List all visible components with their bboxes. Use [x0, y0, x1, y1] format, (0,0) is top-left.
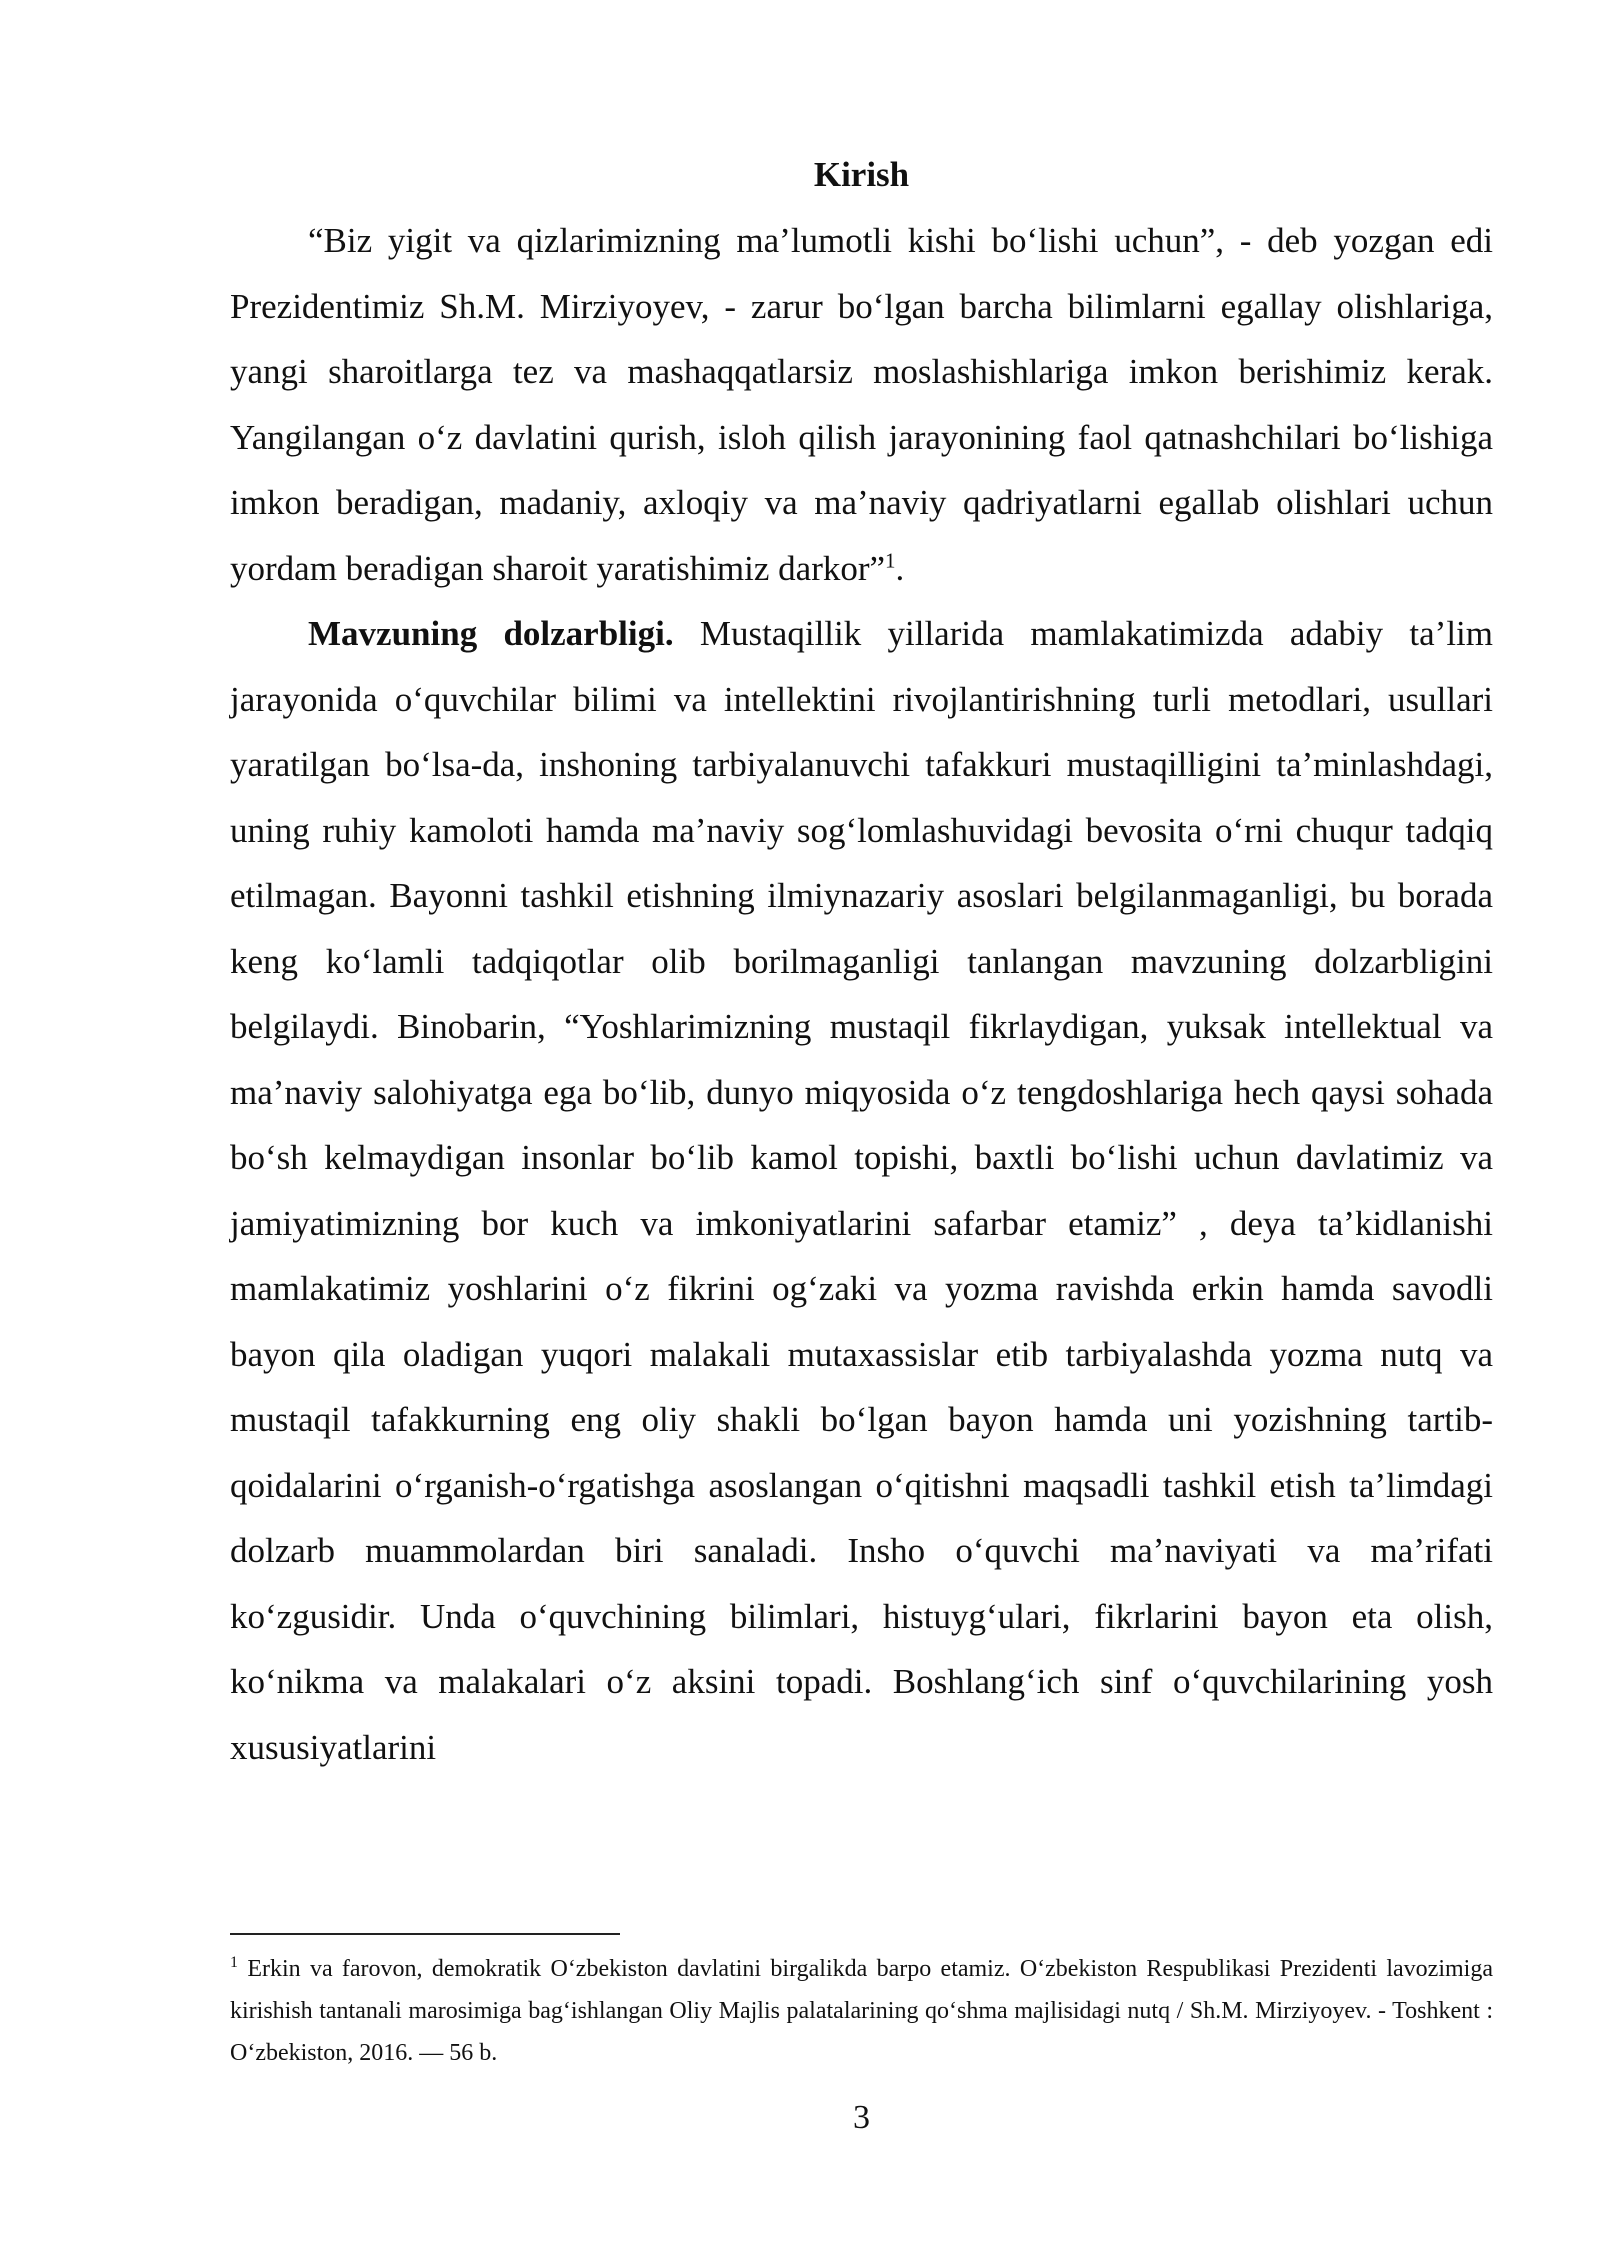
footnote-separator — [230, 1933, 620, 1935]
document-body — [230, 150, 1493, 1780]
footnote-reference[interactable]: 1 — [885, 547, 896, 572]
footnote-text: Erkin va farovon, demokratik O‘zbekiston davlatini birgalikda barpo etamiz. O‘zbekiston Respublikasi Prezidenti lavozimiga kirishish tantanali marosimiga bag‘ishlangan Oliy Majlis palatalarining qo‘shma majlisidagi nutq / Sh.M. Mirziyoyev. - Toshkent : O‘zbekiston, 2016. — 56 b. — [230, 1956, 1493, 2066]
intro-paragraph-text: “Biz yigit va qizlarimizning ma’lumotli kishi bo‘lishi uchun”, - deb yozgan edi Prezidentimiz Sh.M. Mirziyoyev, - zarur bo‘lgan barcha bilimlarni egallay olishlariga, yangi sharoitlarga tez va mashaqqatlarsiz moslashishlariga imkon berishimiz kerak. Yangilangan o‘z davlatini qurish, isloh qilish jarayonining faol qatnashchilari bo‘lishiga imkon beradigan, madaniy, axloqiy va ma’naviy qadriyatlarni egallab olishlari uchun yordam beradigan sharoit yaratishimiz darkor” — [230, 221, 1493, 588]
relevance-paragraph-text: Mustaqillik yillarida mamlakatimizda adabiy ta’lim jarayonida o‘quvchilar bilimi va intellektini rivojlantirishning turli metodlari, usullari yaratilgan bo‘lsa-da, inshoning tarbiyalanuvchi tafakkuri mustaqilligini ta’minlashdagi, uning ruhiy kamoloti hamda ma’naviy sog‘lomlashuvidagi bevosita o‘rni chuqur tadqiq etilmagan. Bayonni tashkil etishning ilmiynazariy asoslari belgilanmaganligi, bu borada keng ko‘lamli tadqiqotlar olib borilmaganligi tanlangan mavzuning dolzarbligini belgilaydi. Binobarin, “Yoshlarimizning mustaqil fikrlaydigan, yuksak intellektual va ma’naviy salohiyatga ega bo‘lib, dunyo miqyosida o‘z tengdoshlariga hech qaysi sohada bo‘sh kelmaydigan insonlar bo‘lib kamol topishi, baxtli bo‘lishi uchun davlatimiz va jamiyatimizning bor kuch va imkoniyatlarini safarbar etamiz” , deya ta’kidlanishi mamlakatimiz yoshlarini o‘z fikrini og‘zaki va yozma ravishda erkin hamda savodli bayon qila oladigan yuqori malakali mutaxassislar etib tarbiyalashda yozma nutq va mustaqil tafakkurning eng oliy shakli bo‘lgan bayon hamda uni yozishning tartib-qoidalarini o‘rganish-o‘rgatishga asoslangan o‘qitishni maqsadli tashkil etish ta’limdagi dolzarb muammolardan biri sanaladi. Insho o‘quvchi ma’naviyati va ma’rifati ko‘zgusidir. Unda o‘quvchining bilimlari, histuyg‘ulari, fikrlarini bayon eta olish, ko‘nikma va malakalari o‘z aksini topadi. Boshlang‘ich sinf o‘quvchilarining yosh xususiyatlarini — [230, 614, 1493, 1767]
footnote — [230, 1948, 1493, 2074]
page-heading: Kirish — [813, 155, 910, 194]
relevance-lead: Mavzuning dolzarbligi. — [308, 614, 674, 653]
footnote-number: 1 — [230, 1954, 238, 1971]
relevance-paragraph — [230, 601, 1493, 1780]
intro-paragraph-end: . — [895, 548, 905, 588]
intro-paragraph — [230, 208, 1493, 601]
page-number: 3 — [853, 2099, 870, 2136]
